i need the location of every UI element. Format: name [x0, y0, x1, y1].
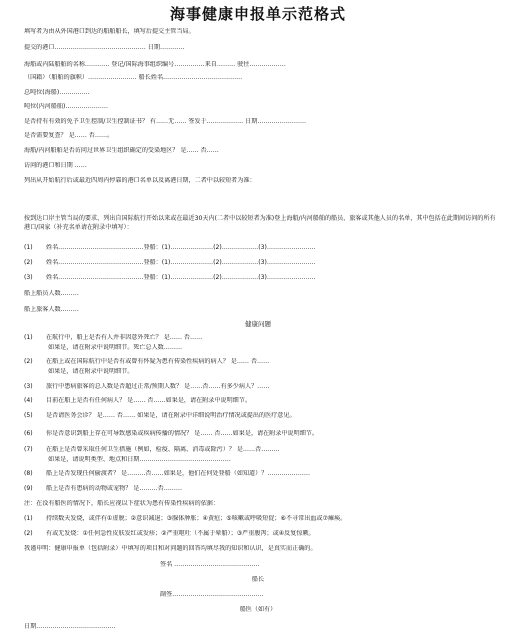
- question-text: 船上是否发现任何偷渡者？ 是………否……如果是，他们在何处登船（如知道）？…………………: [46, 470, 310, 477]
- question-text: 在船上或在国际航行中是否有或曾有怀疑为患有传染性疾病的病人？ 是…… 否……: [46, 358, 270, 365]
- question-row: [24, 358, 504, 366]
- person-row: [24, 244, 504, 252]
- question-text: 你是否意识到船上存在可导致感染或疾病传播的情况？ 是…… 否……如果是，请在附录中说明细节。: [46, 430, 318, 437]
- signature-line: 签名 ……………………………………: [160, 561, 260, 568]
- date-line: 日期…………………………………: [24, 623, 116, 630]
- person-row: [24, 274, 504, 282]
- captain-label: 船长: [251, 576, 265, 583]
- port-date-line: 提交的港口……………………………………… 日期…………: [24, 44, 185, 51]
- question-detail: 如果是，请在附录中说明细节。死亡总人数………: [48, 344, 183, 351]
- note-line: 注：在没有船医的情况下，船长应视以下症状为患有传染性疾病的依据：: [24, 500, 219, 507]
- question-text: 旅行中患病旅客的总人数是否超过正常/预期人数？ 是……否……有多少病人？……: [46, 383, 270, 390]
- flag-captain-line: （国籍）（船舶的旗帜）…………………… 船长姓名…………………………………: [24, 74, 243, 81]
- question-number: (6): [24, 430, 33, 437]
- gross-tonnage-line: 总吨位(海船)……………: [24, 89, 90, 96]
- question-number: (2): [24, 358, 33, 365]
- question-number: (1): [24, 334, 33, 341]
- reinspection-line: 是否需要复查？ 是…… 否……。: [24, 132, 114, 139]
- page-title: 海事健康申报单示范格式: [169, 5, 346, 23]
- question-row: [24, 446, 504, 454]
- passenger-count-line: 船上旅客人数………: [24, 306, 79, 313]
- question-text: 在船上是否曾采取任何卫生措施（例如，检疫、隔离、消毒或除污）？ 是……否………: [46, 446, 280, 453]
- declaration-line: 我谨申明：健康申报单（包括附录）中填写的项目和对问题的回答均填尽我的知识和认识，是真实而正确的。: [24, 545, 317, 552]
- question-detail: 如果是，请在附录中说明细节。: [48, 368, 134, 375]
- affected-area-line: 海船/内河船舶是否访问过世界卫生组织确定的受染地区？ 是…… 否……: [24, 147, 219, 154]
- symptom-number: (2): [24, 530, 33, 537]
- person-text: 姓名……………………………………登船：(1)…………………(2)………………(3)……………………: [46, 259, 316, 266]
- health-heading: 健康问题: [245, 320, 271, 328]
- question-number: (9): [24, 485, 33, 492]
- question-row: [24, 485, 504, 493]
- question-number: (3): [24, 383, 33, 390]
- symptom-text: 有或无发烧：①任何急性皮肤发红或发疹；②严重呕吐（不属于晕船）；③严重腹泻；或④反复惊厥。: [46, 530, 315, 537]
- question-row: [24, 334, 504, 342]
- question-row: [24, 383, 504, 391]
- crew-list-note: 按到达口岸主管当局的要求，列出自国际航行开始以来或在最近30天内(二者中以较短者为准)登上海船/内河船舶的船员、旅客或其他人员的名单，其中包括在此期间访问的所有港口/国家（补充名单请在附录中填写）：: [24, 215, 496, 231]
- question-number: (8): [24, 470, 33, 477]
- question-text: 是否请医务会诊？ 是…… 否…… 如果是，请在附录中详细说明治疗情况或提出的医疗意见。: [46, 412, 296, 419]
- symptom-number: (1): [24, 515, 33, 522]
- person-number: (2): [24, 259, 33, 266]
- inland-tonnage-line: 吨位(内河船舶)…………………: [24, 103, 108, 110]
- question-detail: 如果是，请说明类型、地点和日期………………………………………: [48, 456, 231, 463]
- symptom-text: 持续数天发烧，或伴有①虚脱；②意识减退；③腺体肿胀；④黄疸；⑤咳嗽或呼吸短促；⑥不寻常出血或⑦瘫痪。: [46, 515, 347, 522]
- person-text: 姓名……………………………………登船：(1)…………………(2)………………(3)……………………: [46, 274, 316, 281]
- question-row: [24, 397, 504, 405]
- question-row: [24, 470, 504, 478]
- symptom-row: [24, 515, 504, 523]
- doctor-label: 船医（如有）: [239, 606, 277, 613]
- symptom-row: [24, 530, 504, 538]
- question-row: [24, 430, 504, 438]
- question-number: (7): [24, 446, 33, 453]
- person-text: 姓名……………………………………登船：(1)…………………(2)………………(3)……………………: [46, 244, 316, 251]
- question-text: 船上是否有患病的动物或宠物？ 是………否………: [46, 485, 182, 492]
- intro-text: 填写者为由从外国港口到达的船舶船长，填写后提交主管当局。: [24, 28, 195, 35]
- person-number: (3): [24, 274, 33, 281]
- port-visit-line: 访问的港口和日期 ……: [24, 162, 87, 169]
- ship-registration-line: 海船或内陆船舶的名称………… 登记/国际海事组织编号……………来自……… 驶往………………: [24, 61, 286, 68]
- question-row: [24, 412, 504, 420]
- question-text: 在航行中，船上是否有人并非因意外死亡？ 是…… 否……: [46, 334, 203, 341]
- countersign-line: 副签………………………………………: [160, 591, 264, 598]
- recent-ports-line: 列出从开始航行后或最近四周内停靠的港口名单以及离港日期，二者中以较短者为准：: [24, 177, 256, 184]
- person-row: [24, 259, 504, 267]
- question-number: (4): [24, 397, 33, 404]
- person-number: (1): [24, 244, 33, 251]
- question-text: 目前在船上是否有任何病人？ 是…… 否……如果是，请在附录中说明细节。: [46, 397, 251, 404]
- question-number: (5): [24, 412, 33, 419]
- sanitation-certificate-line: 是否持有有效的免予卫生控制/卫生控制证书？ 有……无…… 签发于……………… 日期……………………: [24, 118, 307, 125]
- crew-count-line: 船上船员人数………: [24, 290, 79, 297]
